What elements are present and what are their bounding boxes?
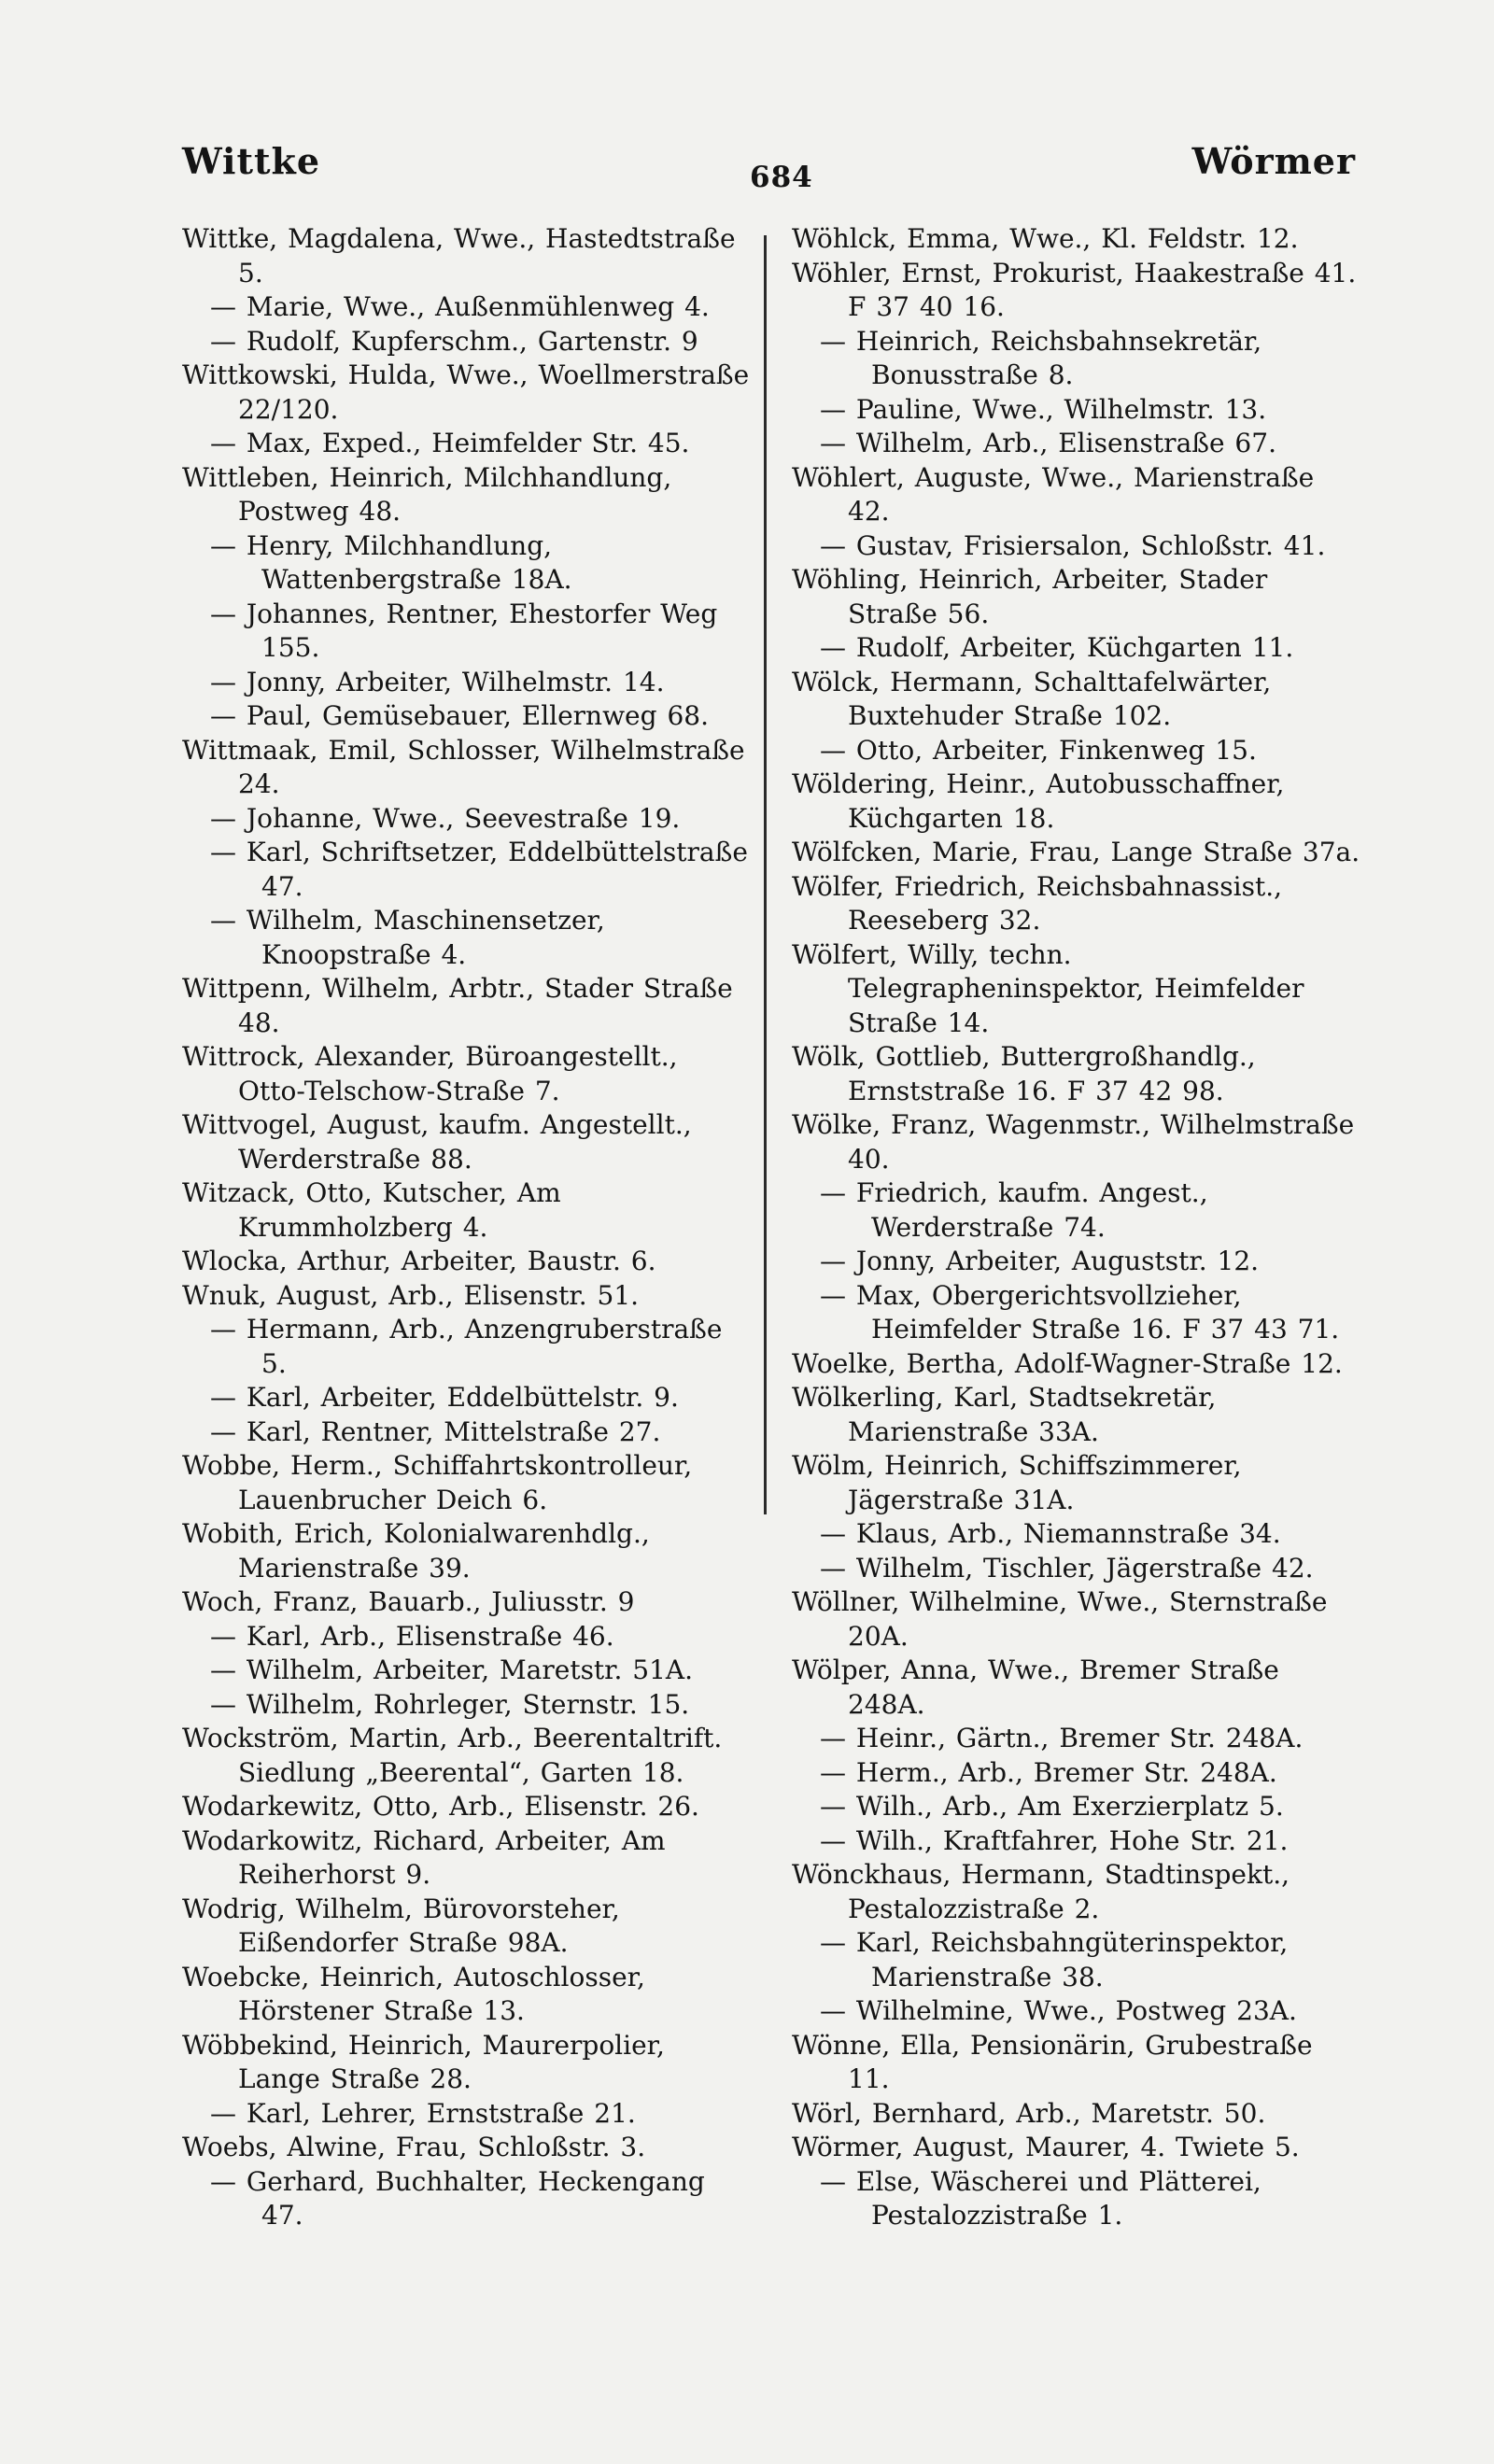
directory-entry: Wörl, Bernhard, Arb., Maretstr. 50. [792,2097,1266,2129]
directory-entry: — Wilhelm, Arbeiter, Maretstr. 51A. [210,1654,694,1685]
directory-entry: — Karl, Reichsbahngüterinspektor, Marienstraße 38. [820,1927,1289,1992]
directory-entry: — Karl, Schriftsetzer, Eddelbüttelstraße 47. [210,837,748,902]
directory-entry: Wönckhaus, Hermann, Stadtinspekt., Pestalozzistraße 2. [792,1859,1290,1924]
directory-entry: Woelke, Bertha, Adolf-Wagner-Straße 12. [792,1347,1343,1379]
directory-entry: — Heinrich, Reichsbahnsekretär, Bonusstraße 8. [820,325,1262,390]
directory-entry: — Karl, Lehrer, Ernststraße 21. [210,2097,636,2129]
directory-entry: Wölper, Anna, Wwe., Bremer Straße 248A. [792,1654,1279,1720]
directory-entry: — Rudolf, Kupferschm., Gartenstr. 9 [210,325,698,357]
directory-entry: — Heinr., Gärtn., Bremer Str. 248A. [820,1723,1304,1753]
directory-entry: — Herm., Arb., Bremer Str. 248A. [820,1756,1277,1788]
directory-entry: Wörmer, August, Maurer, 4. Twiete 5. [792,2132,1300,2162]
directory-entry: — Klaus, Arb., Niemannstraße 34. [820,1518,1281,1549]
directory-entry: Woebcke, Heinrich, Autoschlosser, Hörstener Straße 13. [182,1961,645,2026]
directory-entry: — Wilhelm, Rohrleger, Sternstr. 15. [210,1688,690,1720]
directory-entry: — Wilhelmine, Wwe., Postweg 23A. [820,1995,1297,2026]
directory-entry: Wöllner, Wilhelmine, Wwe., Sternstraße 20A. [792,1586,1328,1652]
directory-entry: — Paul, Gemüsebauer, Ellernweg 68. [210,700,709,731]
directory-entry: Wittvogel, August, kaufm. Angestellt., Werderstraße 88. [182,1109,692,1175]
directory-entry: Wöhler, Ernst, Prokurist, Haakestraße 41. F 37 40 16. [792,257,1357,322]
running-head-left: Wittke [182,140,321,182]
directory-entry: Woch, Franz, Bauarb., Juliusstr. 9 [182,1586,635,1617]
directory-entry: — Wilhelm, Tischler, Jägerstraße 42. [820,1552,1314,1584]
directory-entry: Wittmaak, Emil, Schlosser, Wilhelmstraße 24. [182,734,745,799]
directory-entry: — Johannes, Rentner, Ehestorfer Weg 155. [210,598,718,663]
directory-entry: Wölkerling, Karl, Stadtsekretär, Marienstraße 33A. [792,1382,1217,1447]
directory-entry: — Johanne, Wwe., Seevestraße 19. [210,802,681,834]
directory-entry: Wodrig, Wilhelm, Bürovorsteher, Eißendorfer Straße 98A. [182,1893,620,1958]
directory-entry: Wöhlck, Emma, Wwe., Kl. Feldstr. 12. [792,223,1299,254]
directory-entry: — Wilhelm, Maschinensetzer, Knoopstraße 4. [210,905,605,970]
directory-entry: — Else, Wäscherei und Plätterei, Pestalozzistraße 1. [820,2165,1261,2231]
directory-entry: Wölke, Franz, Wagenmstr., Wilhelmstraße 40. [792,1109,1355,1175]
directory-entry: Wönne, Ella, Pensionärin, Grubestraße 11. [792,2029,1313,2094]
directory-entry: Woebs, Alwine, Frau, Schloßstr. 3. [182,2132,646,2162]
directory-entry: Wöhlert, Auguste, Wwe., Marienstraße 42. [792,461,1315,527]
directory-entry: — Henry, Milchhandlung, Wattenbergstraße 18A. [210,529,572,595]
directory-entry: — Karl, Arb., Elisenstraße 46. [210,1620,614,1652]
directory-entry: — Gerhard, Buchhalter, Heckengang 47. [210,2165,705,2231]
directory-entry: Wölfert, Willy, techn. Telegrapheninspektor, Heimfelder Straße 14. [792,938,1304,1038]
directory-entry: Wobith, Erich, Kolonialwarenhdlg., Marienstraße 39. [182,1518,650,1584]
directory-entry: — Max, Obergerichtsvollzieher, Heimfelder Straße 16. F 37 43 71. [820,1279,1340,1345]
directory-entry: Witzack, Otto, Kutscher, Am Krummholzberg 4. [182,1177,561,1243]
directory-entry: — Otto, Arbeiter, Finkenweg 15. [820,734,1257,766]
directory-entry: Wölm, Heinrich, Schiffszimmerer, Jägerstraße 31A. [792,1450,1242,1515]
directory-entry: — Karl, Arbeiter, Eddelbüttelstr. 9. [210,1382,679,1413]
directory-entry: — Pauline, Wwe., Wilhelmstr. 13. [820,393,1267,425]
directory-entry: Wittrock, Alexander, Büroangestellt., Otto-Telschow-Straße 7. [182,1041,678,1106]
directory-entry: Wittpenn, Wilhelm, Arbtr., Stader Straße 48. [182,973,733,1038]
directory-entry: — Wilhelm, Arb., Elisenstraße 67. [820,428,1276,458]
directory-entry: — Jonny, Arbeiter, Auguststr. 12. [820,1246,1260,1276]
directory-entry: Wockström, Martin, Arb., Beerentaltrift. Siedlung „Beerental“, Garten 18. [182,1723,723,1788]
left-column [182,222,752,2233]
directory-entry: Wölk, Gottlieb, Buttergroßhandlg., Ernststraße 16. F 37 42 98. [792,1041,1256,1106]
directory-entry: — Marie, Wwe., Außenmühlenweg 4. [210,291,710,322]
directory-entry: Wölck, Hermann, Schalttafelwärter, Buxtehuder Straße 102. [792,666,1272,731]
running-head-right: Wörmer [1191,140,1356,182]
directory-entry: — Friedrich, kaufm. Angest., Werderstraße 74. [820,1177,1208,1243]
directory-entry: — Gustav, Frisiersalon, Schloßstr. 41. [820,529,1326,561]
directory-entry: — Hermann, Arb., Anzengruberstraße 5. [210,1314,723,1379]
page-number: 684 [750,161,813,194]
directory-entry: Wölfcken, Marie, Frau, Lange Straße 37a. [792,837,1360,867]
directory-entry: — Wilh., Kraftfahrer, Hohe Str. 21. [820,1824,1289,1856]
directory-entry: — Max, Exped., Heimfelder Str. 45. [210,428,690,458]
right-column [792,222,1361,2233]
directory-entry: — Karl, Rentner, Mittelstraße 27. [210,1415,661,1447]
directory-entry: Wölfer, Friedrich, Reichsbahnassist., Reeseberg 32. [792,870,1283,936]
directory-entry: — Wilh., Arb., Am Exerzierplatz 5. [820,1791,1284,1822]
directory-entry: Wittleben, Heinrich, Milchhandlung, Postweg 48. [182,461,672,527]
directory-entry: Wöldering, Heinr., Autobusschaffner, Küchgarten 18. [792,768,1285,834]
directory-entry: — Jonny, Arbeiter, Wilhelmstr. 14. [210,666,665,697]
directory-entry: Wöhling, Heinrich, Arbeiter, Stader Straße 56. [792,564,1268,629]
directory-entry: Wodarkewitz, Otto, Arb., Elisenstr. 26. [182,1791,699,1822]
directory-entry: Wodarkowitz, Richard, Arbeiter, Am Reiherhorst 9. [182,1824,666,1890]
column-divider [764,235,767,1514]
directory-entry: Wlocka, Arthur, Arbeiter, Baustr. 6. [182,1246,656,1276]
directory-entry: Wittke, Magdalena, Wwe., Hastedtstraße 5. [182,223,736,289]
directory-entry: Wobbe, Herm., Schiffahrtskontrolleur, Lauenbrucher Deich 6. [182,1450,693,1515]
directory-entry: — Rudolf, Arbeiter, Küchgarten 11. [820,632,1294,663]
directory-entry: Wnuk, August, Arb., Elisenstr. 51. [182,1279,640,1311]
directory-entry: Wöbbekind, Heinrich, Maurerpolier, Lange Straße 28. [182,2029,665,2094]
directory-entry: Wittkowski, Hulda, Wwe., Woellmerstraße 22/120. [182,359,750,425]
